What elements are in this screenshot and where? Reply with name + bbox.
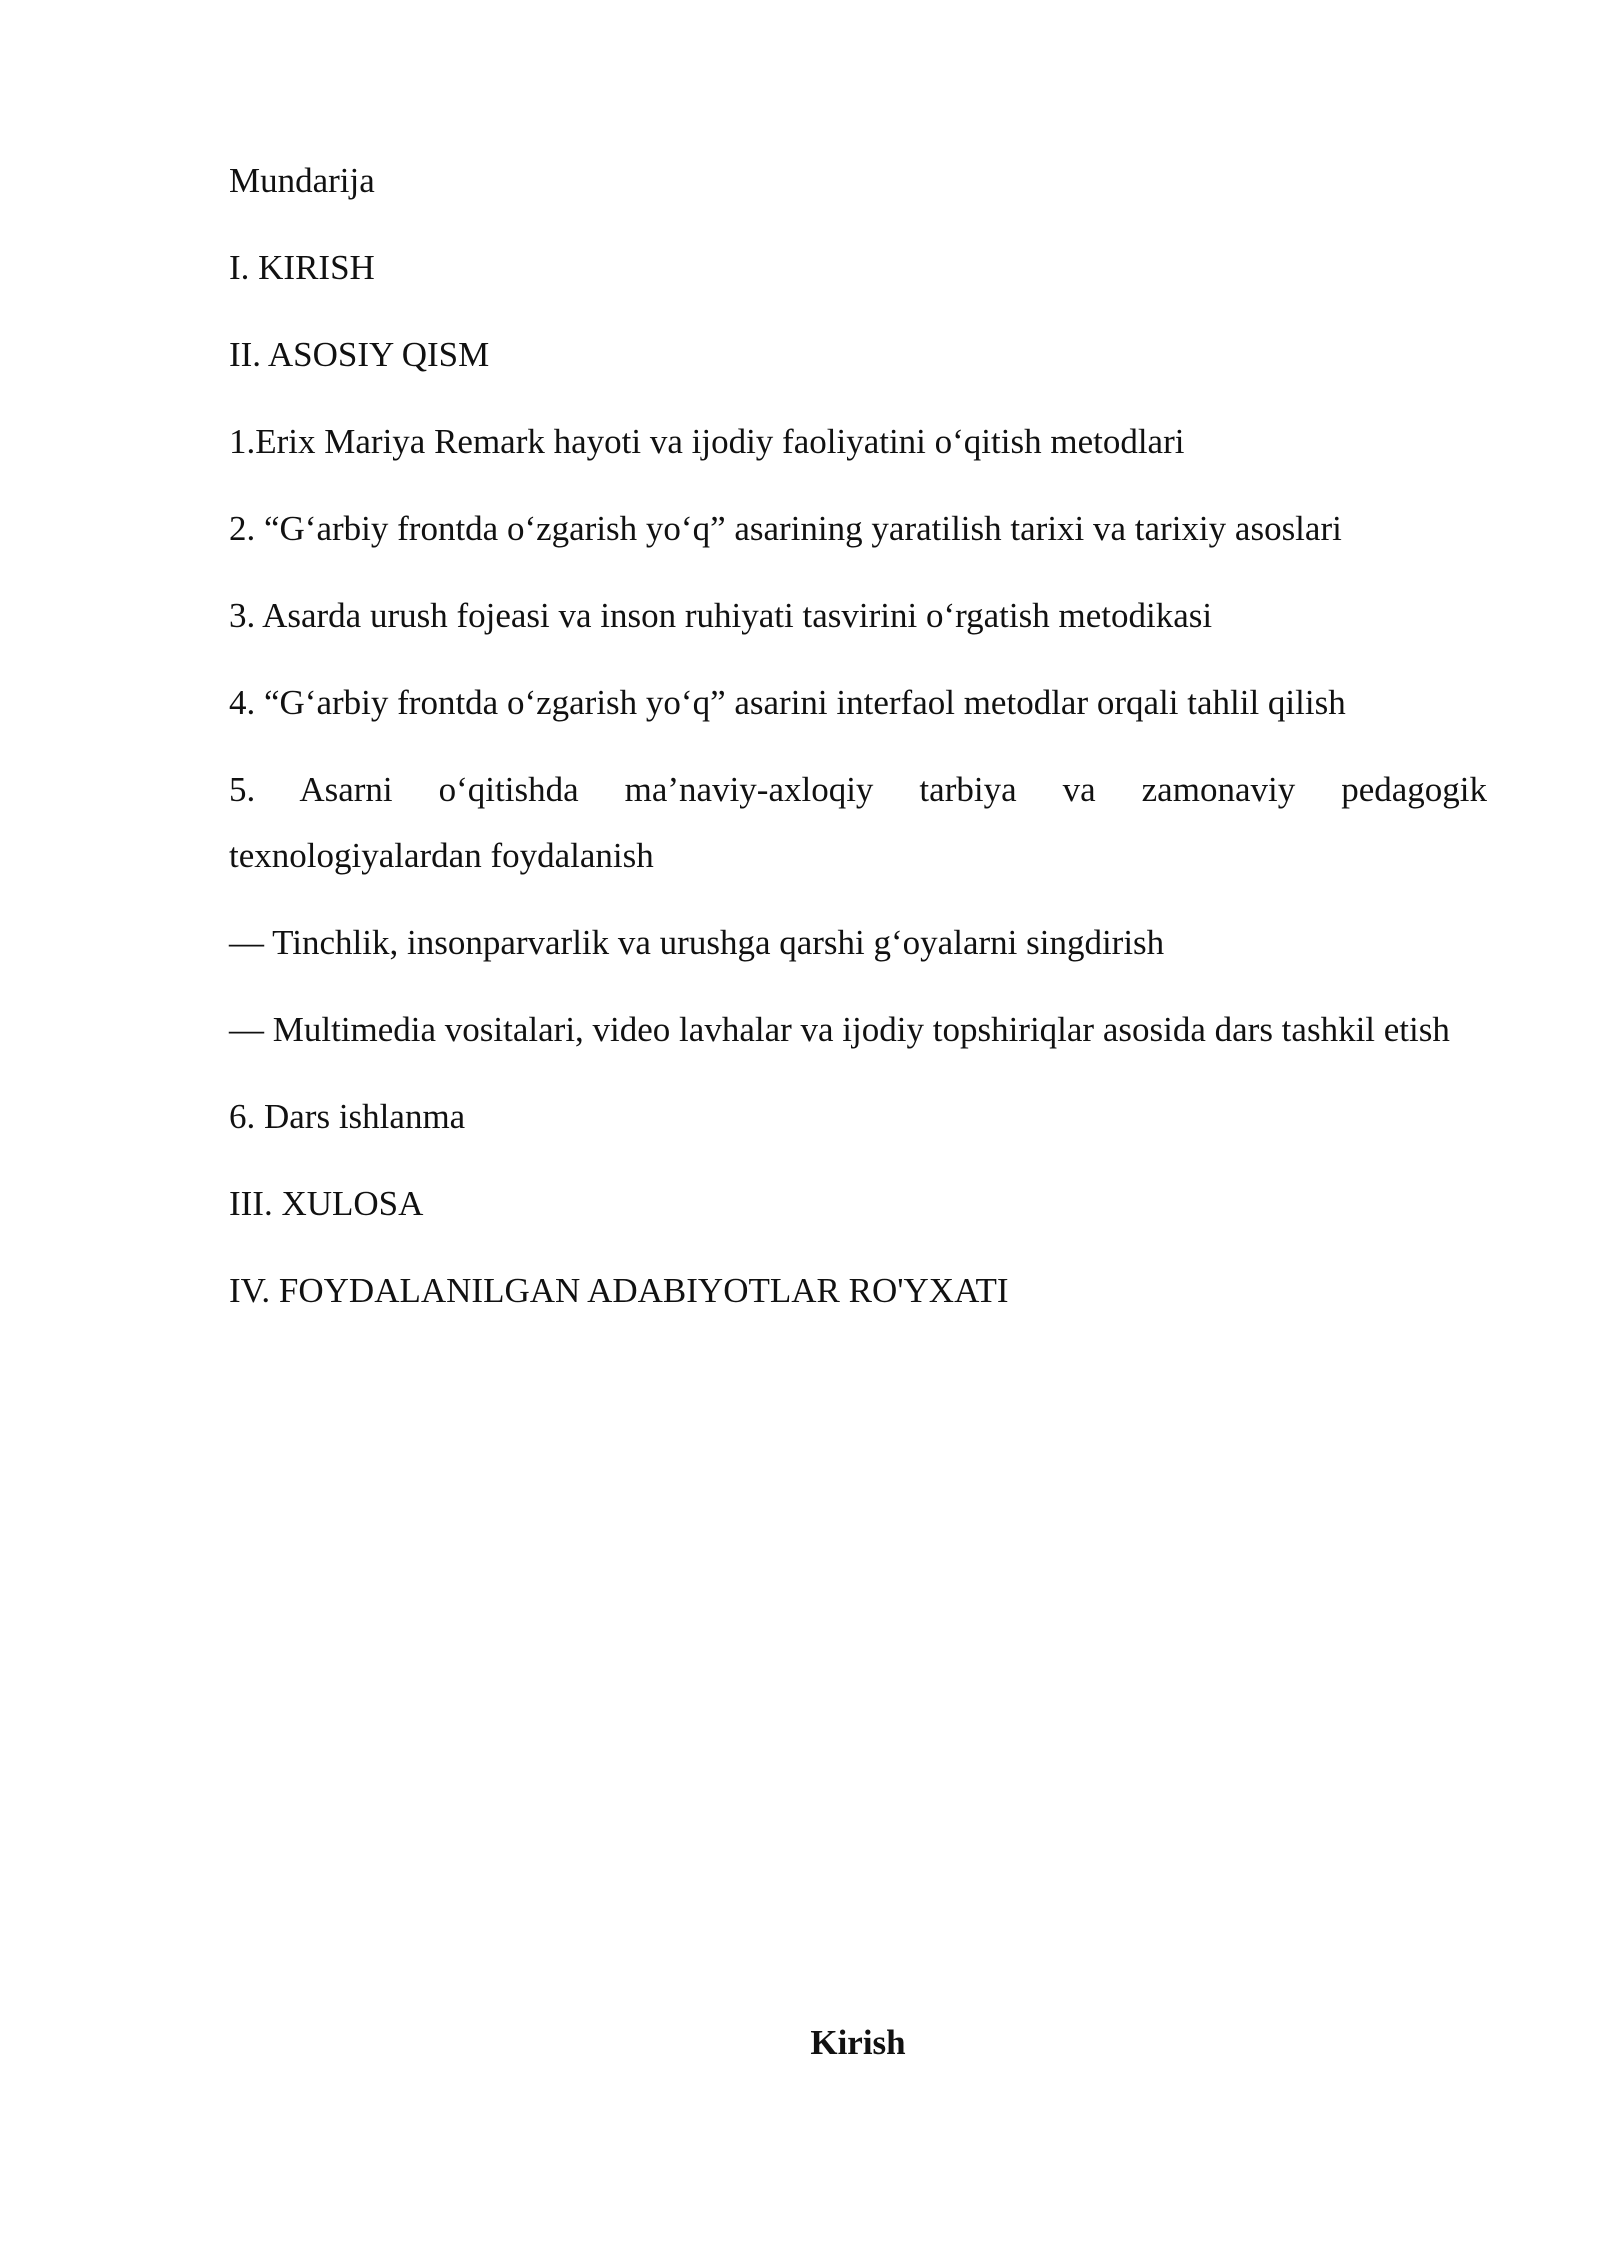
toc-item: 6. Dars ishlanma xyxy=(229,1097,466,1136)
table-of-contents xyxy=(229,148,1487,1345)
toc-item: 2. “G‘arbiy frontda o‘zgarish yo‘q” asarining yaratilish tarixi va tarixiy asoslari xyxy=(229,509,1342,548)
toc-item: 1.Erix Mariya Remark hayoti va ijodiy faoliyatini o‘qitish metodlari xyxy=(229,422,1185,461)
toc-item: III. XULOSA xyxy=(229,1184,424,1223)
toc-heading: Mundarija xyxy=(229,161,375,200)
toc-item: 4. “G‘arbiy frontda o‘zgarish yo‘q” asarini interfaol metodlar orqali tahlil qilish xyxy=(229,683,1346,722)
section-title: Kirish xyxy=(810,2023,906,2062)
toc-item: I. KIRISH xyxy=(229,248,375,287)
toc-item: — Multimedia vositalari, video lavhalar va ijodiy topshiriqlar asosida dars tashkil etish xyxy=(229,1010,1450,1049)
toc-item: 5. Asarni o‘qitishda ma’naviy-axloqiy tarbiya va zamonaviy pedagogik texnologiyalardan foydalanish xyxy=(229,770,1487,875)
toc-item: IV. FOYDALANILGAN ADABIYOTLAR RO'YXATI xyxy=(229,1271,1009,1310)
toc-item: II. ASOSIY QISM xyxy=(229,335,490,374)
toc-item: — Tinchlik, insonparvarlik va urushga qarshi g‘oyalarni singdirish xyxy=(229,923,1165,962)
toc-item: 3. Asarda urush fojeasi va inson ruhiyati tasvirini o‘rgatish metodikasi xyxy=(229,596,1213,635)
